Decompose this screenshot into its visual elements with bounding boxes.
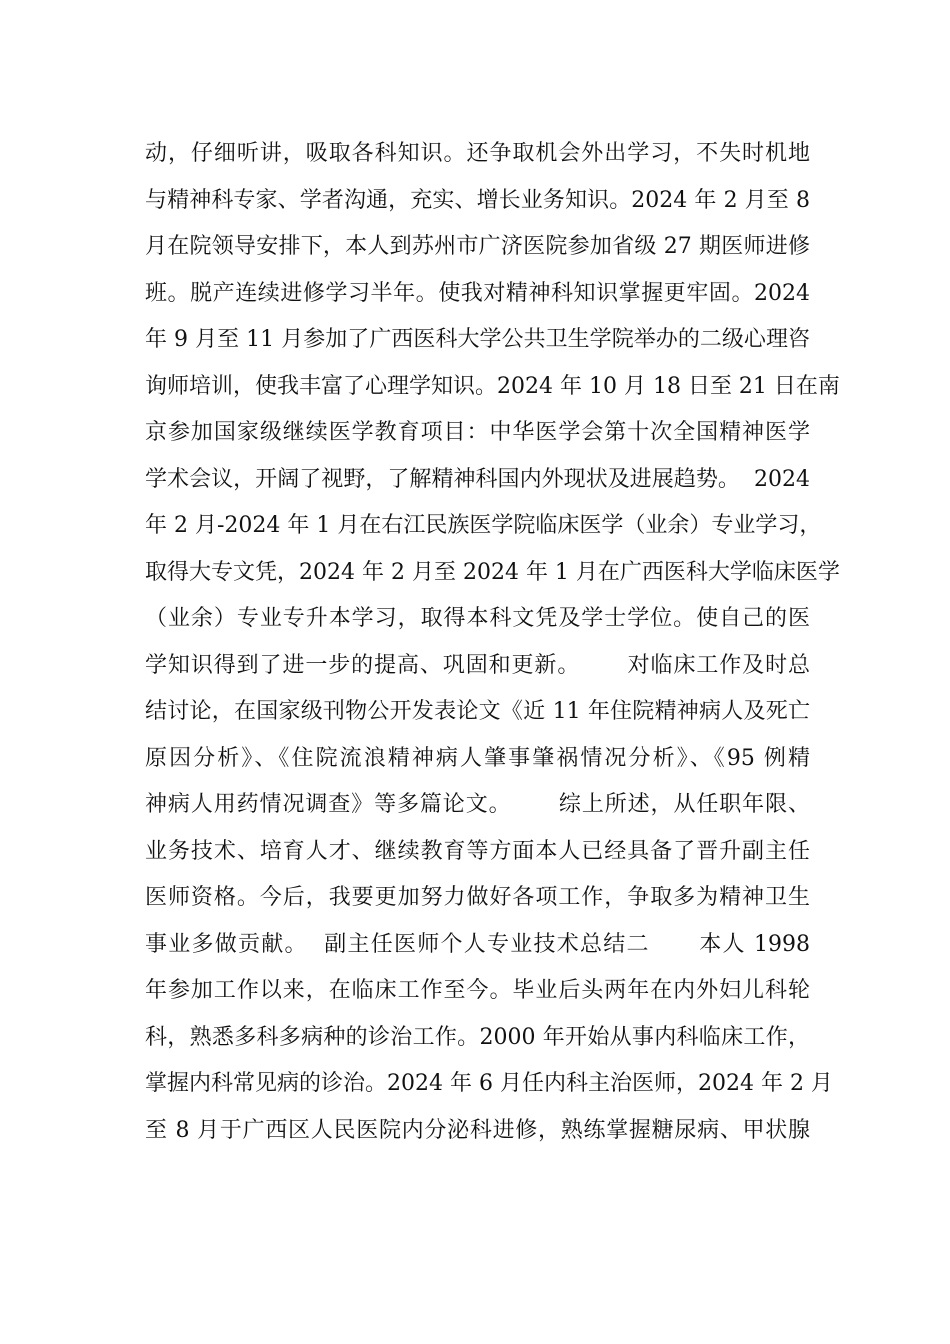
text-line: 原因分析》、《住院流浪精神病人肇事肇祸情况分析》、《95 例精: [145, 745, 810, 771]
text-line: 至 8 月于广西区人民医院内分泌科进修，熟练掌握糖尿病、甲状腺: [145, 1117, 810, 1143]
text-line: 业务技术、培育人才、继续教育等方面本人已经具备了晋升副主任: [145, 838, 810, 864]
text-line: 科，熟悉多科多病种的诊治工作。2000 年开始从事内科临床工作，: [145, 1024, 810, 1050]
text-line: 神病人用药情况调查》等多篇论文。 综上所述，从任职年限、: [145, 792, 810, 817]
text-line: 年参加工作以来，在临床工作至今。毕业后头两年在内外妇儿科轮: [145, 978, 810, 1003]
text-line: 学知识得到了进一步的提高、巩固和更新。 对临床工作及时总: [145, 652, 810, 678]
text-line: 与精神科专家、学者沟通，充实、增长业务知识。2024 年 2 月至 8: [145, 187, 810, 213]
text-line: 事业多做贡献。 副主任医师个人专业技术总结二 本人 1998: [145, 931, 810, 957]
text-line: 结讨论，在国家级刊物公开发表论文《近 11 年住院精神病人及死亡: [145, 699, 810, 724]
text-line: 询师培训，使我丰富了心理学知识。2024 年 10 月 18 日至 21 日在南: [145, 373, 840, 399]
text-line: 学术会议，开阔了视野，了解精神科国内外现状及进展趋势。 2024: [145, 466, 810, 492]
text-line: 月在院领导安排下，本人到苏州市广济医院参加省级 27 期医师进修: [145, 234, 810, 259]
text-line: 医师资格。今后，我要更加努力做好各项工作，争取多为精神卫生: [145, 885, 810, 910]
text-line: 取得大专文凭，2024 年 2 月至 2024 年 1 月在广西医科大学临床医学: [145, 559, 840, 585]
text-line: 动，仔细听讲，吸取各科知识。还争取机会外出学习，不失时机地: [145, 141, 810, 166]
text-line: 年 9 月至 11 月参加了广西医科大学公共卫生学院举办的二级心理咨: [145, 327, 810, 352]
text-line: 班。脱产连续进修学习半年。使我对精神科知识掌握更牢固。2024: [145, 280, 810, 306]
text-line: 年 2 月-2024 年 1 月在右江民族医学院临床医学（业余）专业学习，: [145, 513, 822, 538]
text-line: 掌握内科常见病的诊治。2024 年 6 月任内科主治医师，2024 年 2 月: [145, 1071, 833, 1096]
body-text: [145, 131, 840, 1154]
text-line: 京参加国家级继续医学教育项目：中华医学会第十次全国精神医学: [145, 420, 810, 445]
text-line: （业余）专业专升本学习，取得本科文凭及学士学位。使自己的医: [145, 606, 810, 631]
